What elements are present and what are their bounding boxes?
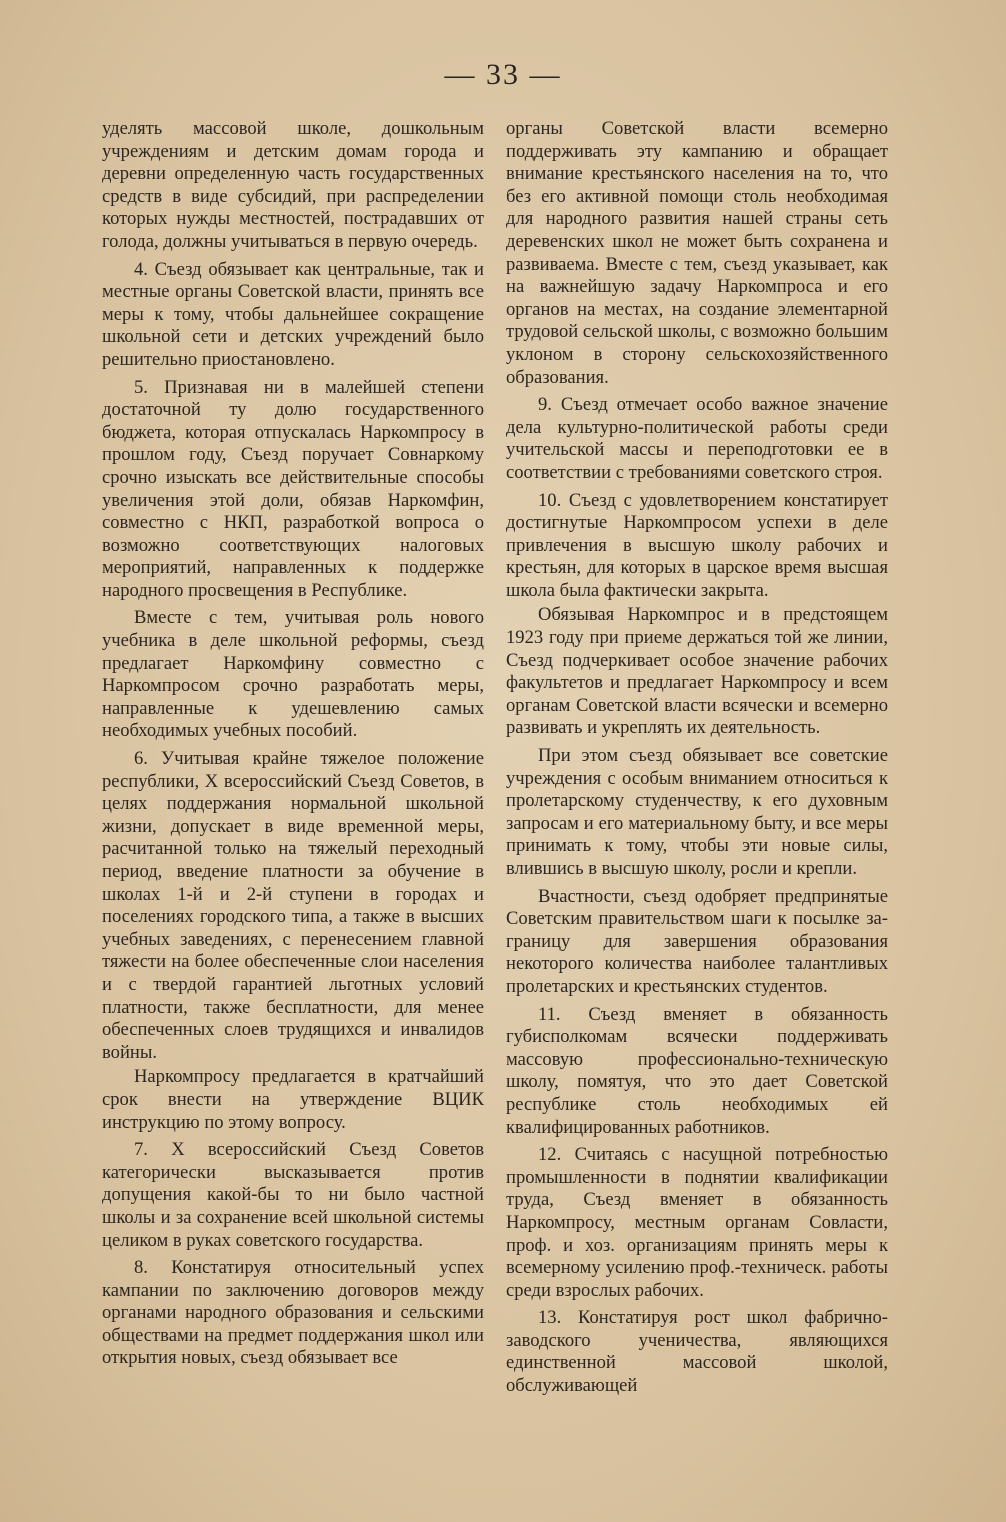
paragraph-item-9: 9. Съезд отмечает особо важное значение дела культурно-политической работы среди учительской массы и переподготовки ее в соответствии с требованиями советского строя. — [506, 394, 888, 483]
paragraph-item-7: 7. X всероссийский Съезд Советов категорически высказывается против допущения какой-бы то ни было частной школы и за сохранение всей школьной системы целиком в руках советского государства. — [102, 1139, 484, 1251]
paragraph-item-12: 12. Считаясь с насущной потребностью промышленности в поднятии квалификации труда, Съезд вменяет в обязанность Наркомпросу, местным органам Совласти, проф. и хоз. организациям принять меры к всемерному усилению проф.-техническ. работы среди взрослых рабочих. — [506, 1144, 888, 1301]
paragraph-item-13: 13. Констатируя рост школ фабрично-заводского ученичества, являющихся единственной массовой школой, обслуживающей — [506, 1307, 888, 1397]
paragraph-item-11: 11. Съезд вменяет в обязанность губисполкомам всячески поддерживать массовую профессионально-техническую школу, помятуя, что это дает Советской республике столь необходимых ей квалифицированных работников. — [506, 1003, 888, 1138]
paragraph-item-6: 6. Учитывая крайне тяжелое положение республики, X всероссийский Съезд Советов, в целях поддержания нормальной школьной жизни, допускает в виде временной меры, расчитанной только на тяжелый переходный период, введение платности за обучение в школах 1-й и 2-й ступени в городах и поселениях городского типа, а также в высших учебных заведениях, с перенесением главной тяжести на более обеспеченные слои населения и с твердой гарантией льготных условий платности, также бесплатности, для менее обеспеченных слоев трудящихся и инвалидов войны. — [102, 748, 484, 1063]
paragraph-textbooks: Вместе с тем, учитывая роль нового учебника в деле школьной реформы, съезд предлагает Наркомфину совместно с Наркомпросом срочно разработать меры, направленные к удешевлению самых необходимых учебных пособий. — [102, 607, 484, 742]
paragraph-students: При этом съезд обязывает все советские учреждения с особым вниманием относиться к пролетарскому студенчеству, к его духовным запросам и его материальному быту, и все меры принимать к тому, чтобы эти новые силы, влившись в высшую школу, росли и крепли. — [506, 745, 888, 879]
paragraph-instruction: Наркомпросу предлагается в кратчайший срок внести на утверждение ВЦИК инструкцию по этому вопросу. — [102, 1066, 484, 1133]
page-number: — 33 — — [444, 58, 562, 91]
paragraph-workers-faculties: Обязывая Наркомпрос и в предстоящем 1923 году при приеме держаться той же линии, Съезд подчеркивает особое значение рабочих факультетов и предлагает Наркомпросу и всем органам Советской власти всячески и всемерно развивать и укреплять их деятельность. — [506, 604, 888, 739]
left-column — [102, 118, 484, 1375]
paragraph-item-10: 10. Съезд с удовлетворением констатирует достигнутые Наркомпросом успехи в деле привлечения в высшую школу рабочих и крестьян, для которых в царское время высшая школа была фактически закрыта. — [506, 489, 888, 601]
paragraph-item-4: 4. Съезд обязывает как центральные, так и местные органы Советской власти, принять все меры к тому, чтобы дальнейшее сокращение школьной сети и детских учреждений было решительно приостановлено. — [102, 258, 484, 370]
paragraph-continued: органы Советской власти всемерно поддерживать эту кампанию и обращает внимание крестьянского населения на то, что без его активной помощи столь необходимая для народного развития нашей страны сеть деревенских школ не может быть сохранена и развиваема. Вместе с тем, съезд указывает, как на важнейшую задачу Наркомпроса и его органов на местах, на создание элементарной трудовой сельской школы, с возможно большим уклоном в сторону сельскохозяйственного образования. — [506, 118, 888, 388]
paragraph-continued: уделять массовой школе, дошкольным учреждениям и детским домам города и деревни определенную часть государственных средств в виде субсидий, при распределении которых нужды местностей, пострадавших от голода, должны учитываться в первую очередь. — [102, 118, 484, 252]
paragraph-item-5: 5. Признавая ни в малейшей степени достаточной ту долю государственного бюджета, которая отпускалась Наркомпросу в прошлом году, Съезд поручает Совнаркому срочно изыскать все действительные способы увеличения этой доли, обязав Наркомфин, совместно с НКП, разработкой вопроса о возможно соответствующих налоговых мероприятий, направленных к поддержке народного просвещения в Республике. — [102, 376, 484, 601]
right-column — [506, 118, 888, 1403]
paragraph-item-8: 8. Констатируя относительный успех кампании по заключению договоров между органами народного образования и сельскими обществами на предмет поддержания школ или открытия новых, съезд обязывает все — [102, 1257, 484, 1369]
paragraph-abroad: Вчастности, съезд одобряет предпринятые Советским правительством шаги к посылке за-границу для завершения образования некоторого количества наиболее талантливых пролетарских и крестьянских студентов. — [506, 885, 888, 997]
